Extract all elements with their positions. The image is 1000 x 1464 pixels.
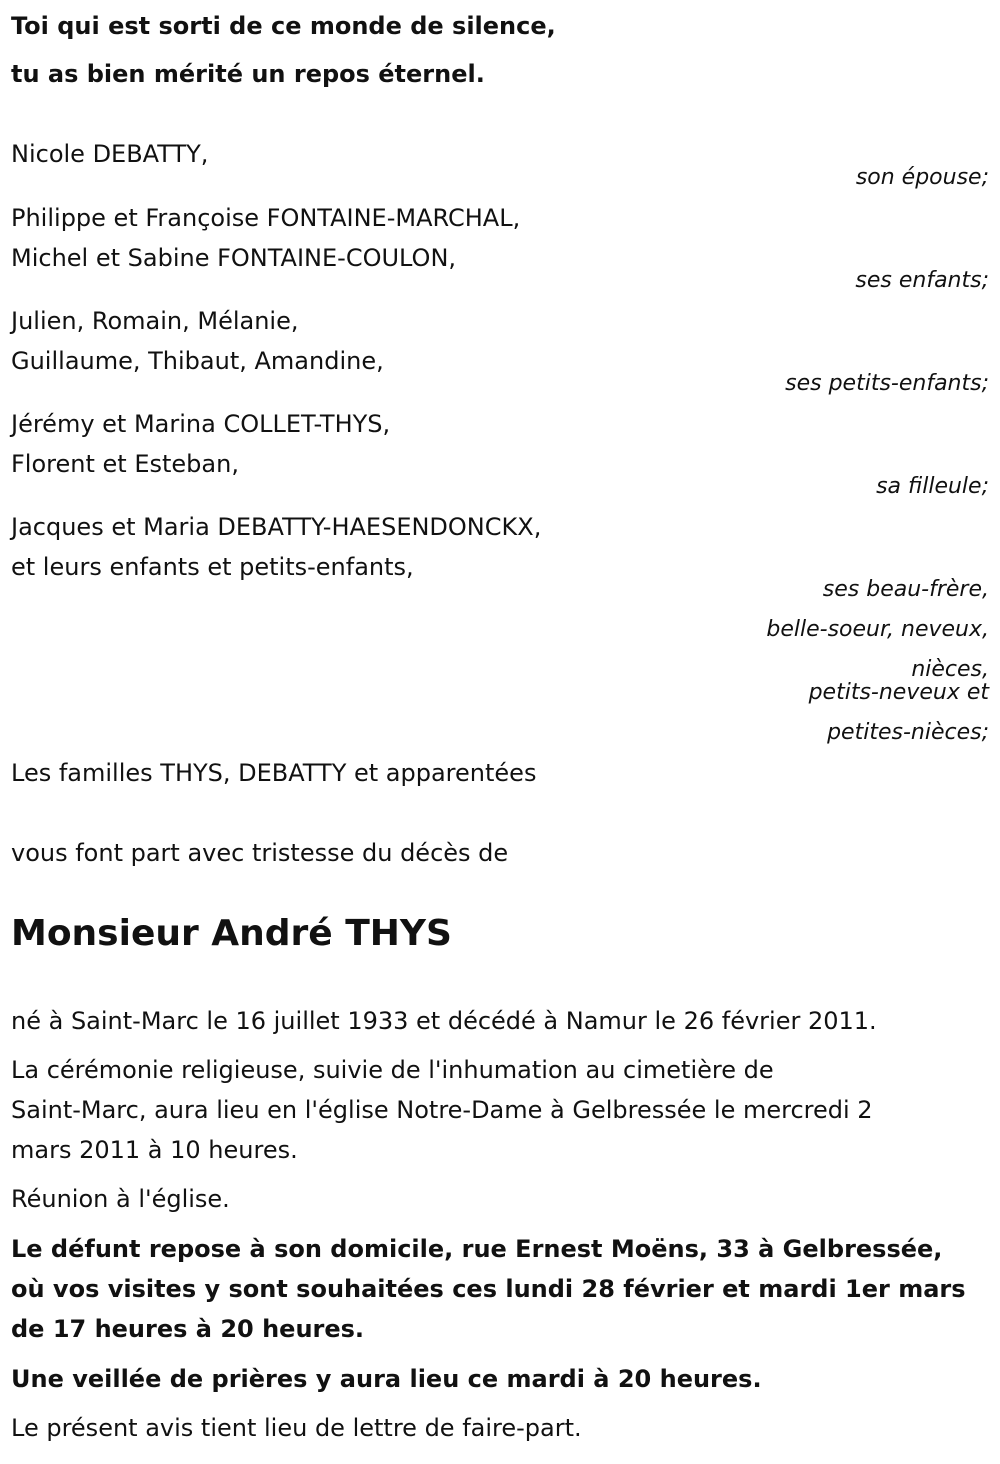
spouse-name: Nicole DEBATTY,	[11, 140, 209, 168]
goddaughter-line-1: Jérémy et Marina COLLET-THYS,	[11, 410, 391, 438]
epitaph-line-1: Toi qui est sorti de ce monde de silence,	[11, 12, 556, 40]
in-laws-relation-3: nièces,	[911, 657, 989, 682]
spouse-relation: son épouse;	[855, 165, 989, 190]
ceremony-line-1: La cérémonie religieuse, suivie de l'inhumation au cimetière de	[11, 1056, 774, 1084]
birth-death-line: né à Saint-Marc le 16 juillet 1933 et décédé à Namur le 26 février 2011.	[11, 1007, 877, 1035]
epitaph-line-2: tu as bien mérité un repos éternel.	[11, 60, 485, 88]
families-line: Les familles THYS, DEBATTY et apparentées	[11, 759, 537, 787]
rest-line-2: où vos visites y sont souhaitées ces lundi 28 février et mardi 1er mars	[11, 1275, 966, 1303]
vigil-line: Une veillée de prières y aura lieu ce mardi à 20 heures.	[11, 1365, 762, 1393]
ceremony-line-2: Saint-Marc, aura lieu en l'église Notre-Dame à Gelbressée le mercredi 2	[11, 1096, 873, 1124]
meeting-line: Réunion à l'église.	[11, 1185, 230, 1213]
child-line-2: Michel et Sabine FONTAINE-COULON,	[11, 244, 457, 272]
notice-line: Le présent avis tient lieu de lettre de faire-part.	[11, 1414, 582, 1442]
announcement: vous font part avec tristesse du décès de	[11, 839, 509, 867]
in-laws-line-1: Jacques et Maria DEBATTY-HAESENDONCKX,	[11, 513, 542, 541]
rest-line-3: de 17 heures à 20 heures.	[11, 1315, 365, 1343]
rest-line-1: Le défunt repose à son domicile, rue Ernest Moëns, 33 à Gelbressée,	[11, 1235, 943, 1263]
goddaughter-relation: sa filleule;	[876, 474, 989, 499]
in-laws-relation-5: petites-nièces;	[827, 720, 989, 745]
grandchildren-relation: ses petits-enfants;	[785, 371, 989, 396]
in-laws-relation-2: belle-soeur, neveux,	[766, 617, 989, 642]
children-relation: ses enfants;	[855, 268, 989, 293]
in-laws-line-2: et leurs enfants et petits-enfants,	[11, 553, 414, 581]
deceased-name: Monsieur André THYS	[11, 913, 452, 954]
goddaughter-line-2: Florent et Esteban,	[11, 450, 239, 478]
grandchildren-line-2: Guillaume, Thibaut, Amandine,	[11, 347, 384, 375]
grandchildren-line-1: Julien, Romain, Mélanie,	[11, 307, 299, 335]
child-line-1: Philippe et Françoise FONTAINE-MARCHAL,	[11, 204, 521, 232]
in-laws-relation-1: ses beau-frère,	[822, 577, 989, 602]
ceremony-line-3: mars 2011 à 10 heures.	[11, 1136, 298, 1164]
in-laws-relation-4: petits-neveux et	[808, 680, 989, 705]
